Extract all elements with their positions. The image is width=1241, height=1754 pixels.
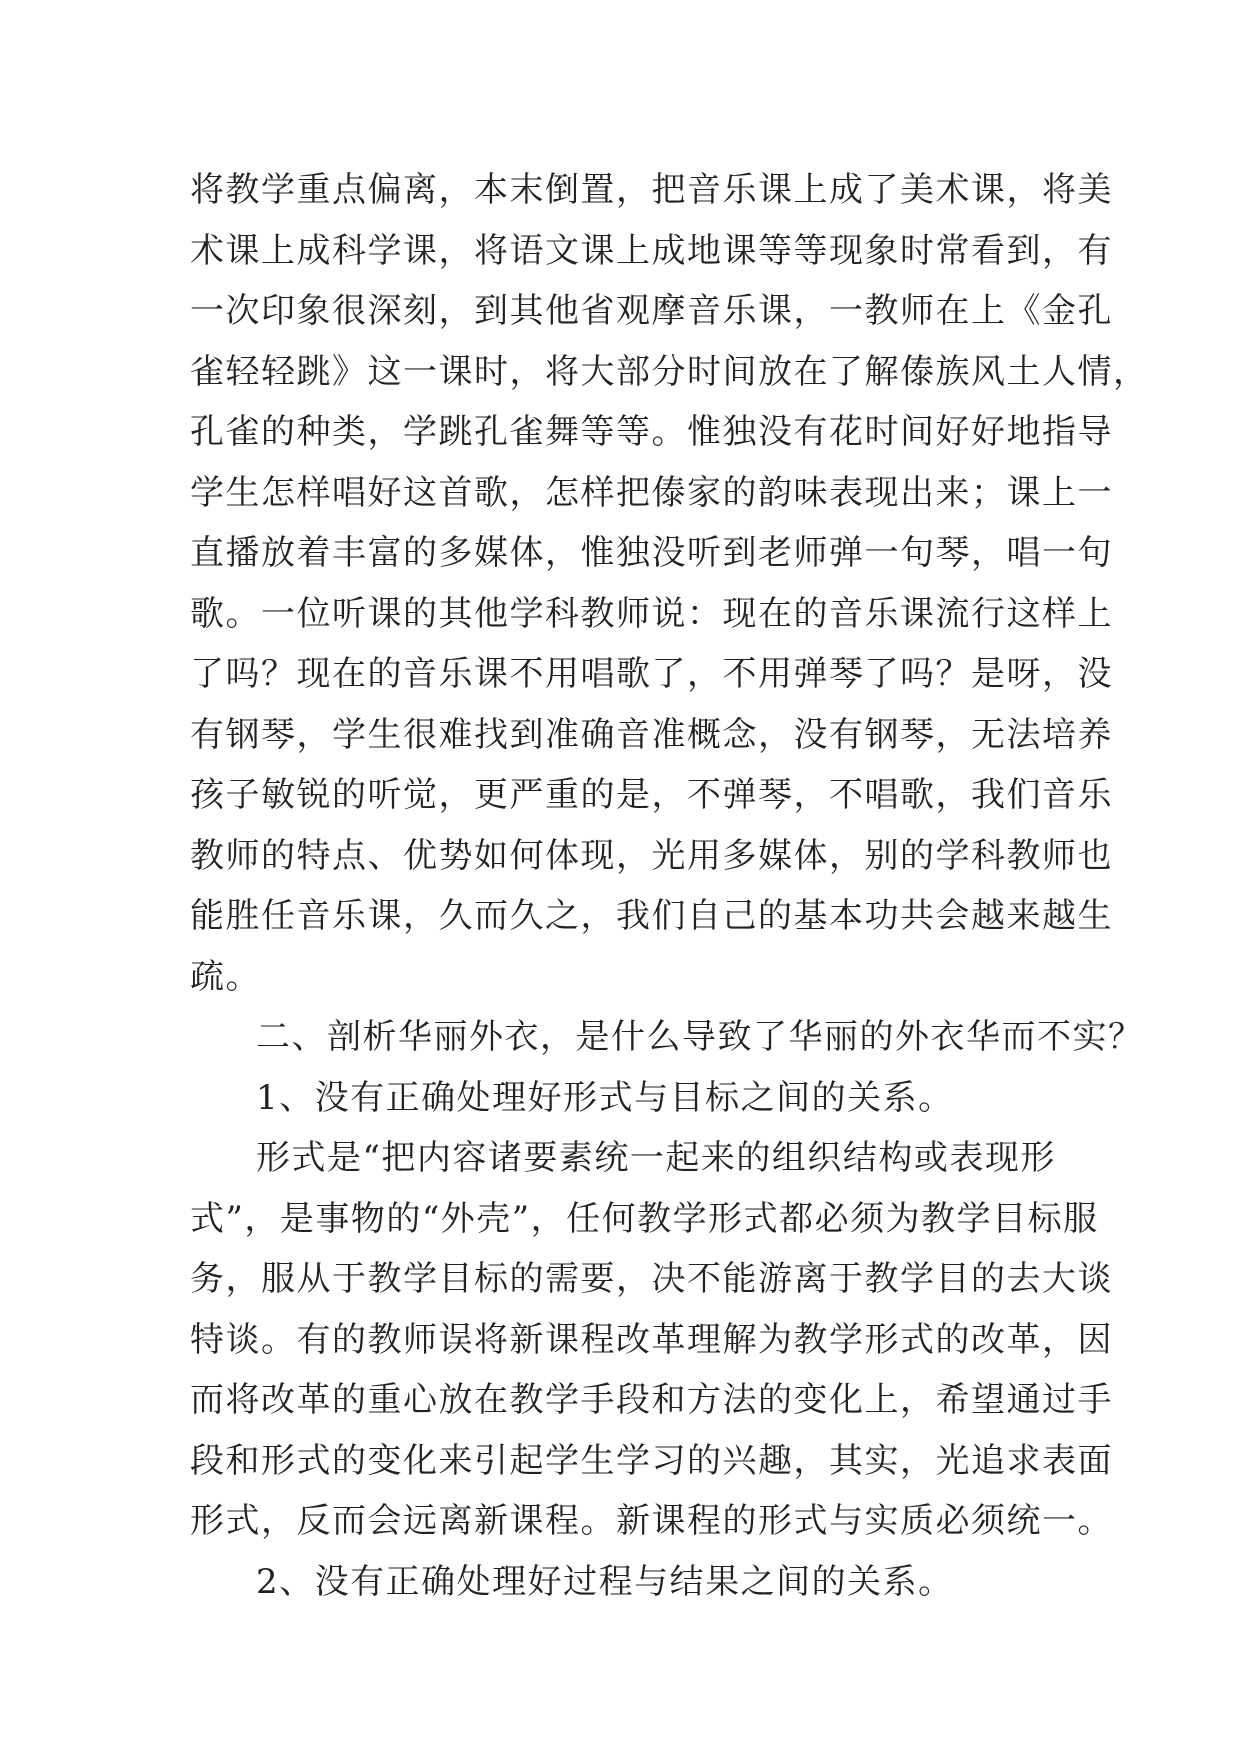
text-line: 一次印象很深刻，到其他省观摩音乐课，一教师在上《金孔 xyxy=(190,291,1113,331)
text-line: 将教学重点偏离，本末倒置，把音乐课上成了美术课，将美 xyxy=(190,170,1113,210)
subsection-heading: 1、没有正确处理好形式与目标之间的关系。 xyxy=(256,1077,954,1118)
text-line: 孔雀的种类，学跳孔雀舞等等。惟独没有花时间好好地指导 xyxy=(190,412,1113,452)
text-line: 务，服从于教学目标的需要，决不能游离于教学目的去大谈 xyxy=(190,1259,1113,1299)
section-heading: 二、剖析华丽外衣，是什么导致了华丽的外衣华而不实？ xyxy=(256,1017,1144,1057)
text-line: 能胜任音乐课，久而久之，我们自己的基本功共会越来越生 xyxy=(190,896,1113,936)
text-line: 了吗？现在的音乐课不用唱歌了，不用弹琴了吗？是呀，没 xyxy=(190,654,1113,694)
text-line: 疏。 xyxy=(190,956,261,997)
text-line: 式”，是事物的“外壳”，任何教学形式都必须为教学目标服 xyxy=(190,1198,1099,1239)
text-line: 有钢琴，学生很难找到准确音准概念，没有钢琴，无法培养 xyxy=(190,714,1113,755)
text-line: 教师的特点、优势如何体现，光用多媒体，别的学科教师也 xyxy=(190,835,1113,876)
text-line: 学生怎样唱好这首歌，怎样把傣家的韵味表现出来；课上一 xyxy=(190,472,1113,513)
text-line: 雀轻轻跳》这一课时，将大部分时间放在了解傣族风土人情， xyxy=(190,351,1149,392)
text-line: 术课上成科学课，将语文课上成地课等等现象时常看到，有 xyxy=(190,230,1113,271)
document-body xyxy=(190,160,1149,1612)
text-line: 孩子敏锐的听觉，更严重的是，不弹琴，不唱歌，我们音乐 xyxy=(190,775,1113,815)
subsection-heading: 2、没有正确处理好过程与结果之间的关系。 xyxy=(256,1561,954,1602)
text-line: 形式，反而会远离新课程。新课程的形式与实质必须统一。 xyxy=(190,1501,1113,1541)
text-line: 而将改革的重心放在教学手段和方法的变化上，希望通过手 xyxy=(190,1380,1113,1420)
text-line: 形式是“把内容诸要素统一起来的组织结构或表现形 xyxy=(256,1138,1056,1178)
text-line: 特谈。有的教师误将新课程改革理解为教学形式的改革，因 xyxy=(190,1319,1113,1360)
text-line: 直播放着丰富的多媒体，惟独没听到老师弹一句琴，唱一句 xyxy=(190,533,1113,573)
text-line: 段和形式的变化来引起学生学习的兴趣，其实，光追求表面 xyxy=(190,1440,1113,1481)
text-line: 歌。一位听课的其他学科教师说：现在的音乐课流行这样上 xyxy=(190,593,1113,634)
